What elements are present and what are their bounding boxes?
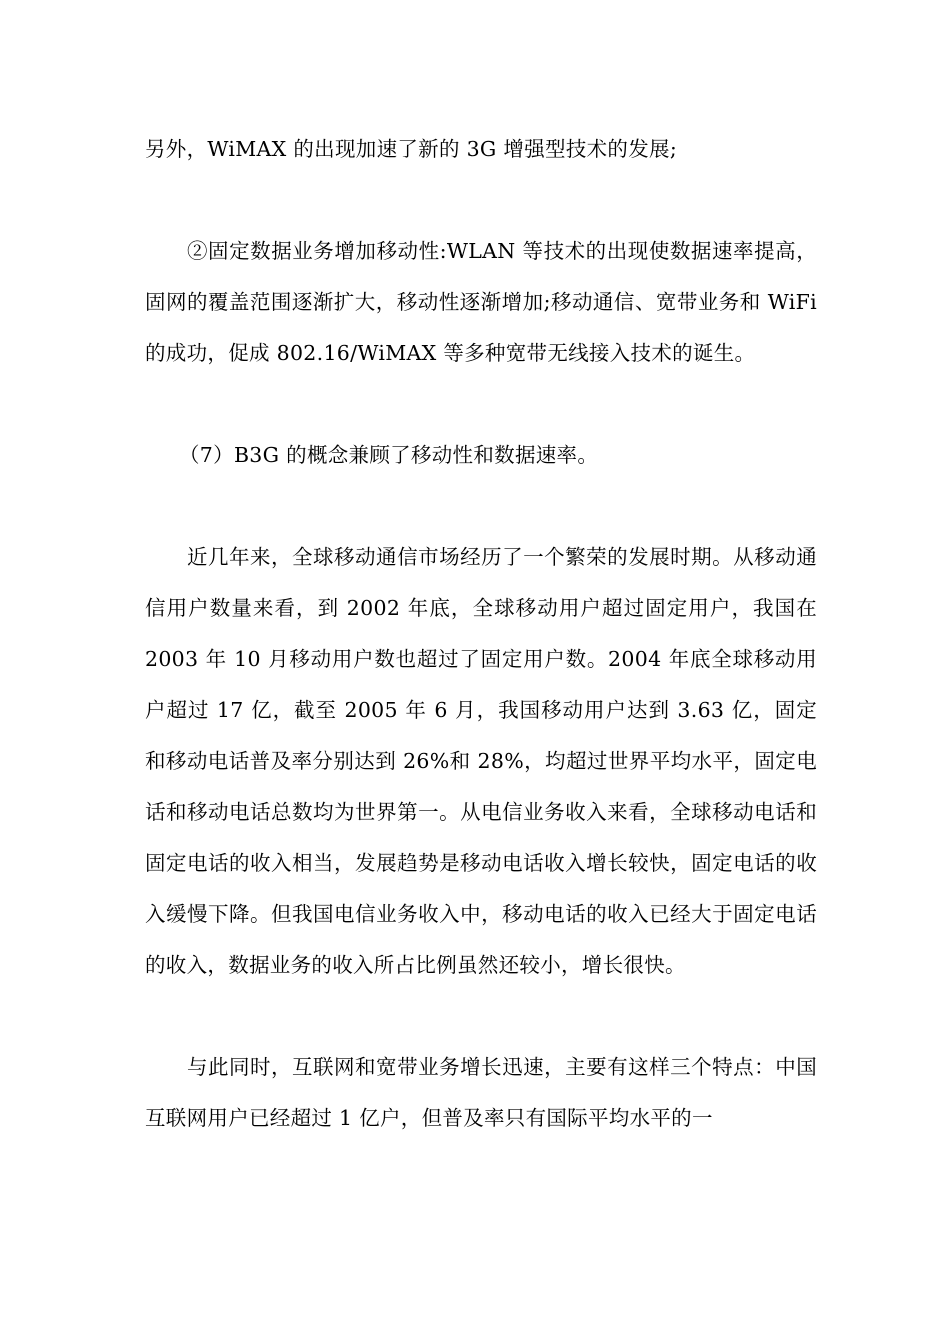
- document-body: [145, 124, 817, 1144]
- paragraph-internet-broadband: 与此同时，互联网和宽带业务增长迅速，主要有这样三个特点：中国互联网用户已经超过 1 亿户，但普及率只有国际平均水平的一: [145, 1055, 817, 1130]
- paragraph-mobile-market: 近几年来，全球移动通信市场经历了一个繁荣的发展时期。从移动通信用户数量来看，到 2002 年底，全球移动用户超过固定用户，我国在 2003 年 10 月移动用户数也超过了固定用户数。2004 年底全球移动用户超过 17 亿，截至 2005 年 6 月，我国移动用户达到 3.63 亿，固定和移动电话普及率分别达到 26%和 28%，均超过世界平均水平，固定电话和移动电话总数均为世界第一。从电信业务收入来看，全球移动电话和固定电话的收入相当，发展趋势是移动电话收入增长较快，固定电话的收入缓慢下降。但我国电信业务收入中，移动电话的收入已经大于固定电话的收入，数据业务的收入所占比例虽然还较小，增长很快。: [145, 545, 817, 977]
- paragraph-gap: [145, 175, 817, 226]
- paragraph-gap: [145, 991, 817, 1042]
- paragraph-gap: [145, 379, 817, 430]
- paragraph-fixed-data-mobility: ②固定数据业务增加移动性:WLAN 等技术的出现使数据速率提高，固网的覆盖范围逐渐扩大，移动性逐渐增加;移动通信、宽带业务和 WiFi 的成功，促成 802.16/WiMAX 等多种宽带无线接入技术的诞生。: [145, 239, 817, 365]
- paragraph-gap: [145, 481, 817, 532]
- paragraph-wimax-intro: 另外，WiMAX 的出现加速了新的 3G 增强型技术的发展;: [145, 137, 678, 161]
- paragraph-b3g-concept: （7）B3G 的概念兼顾了移动性和数据速率。: [179, 443, 599, 467]
